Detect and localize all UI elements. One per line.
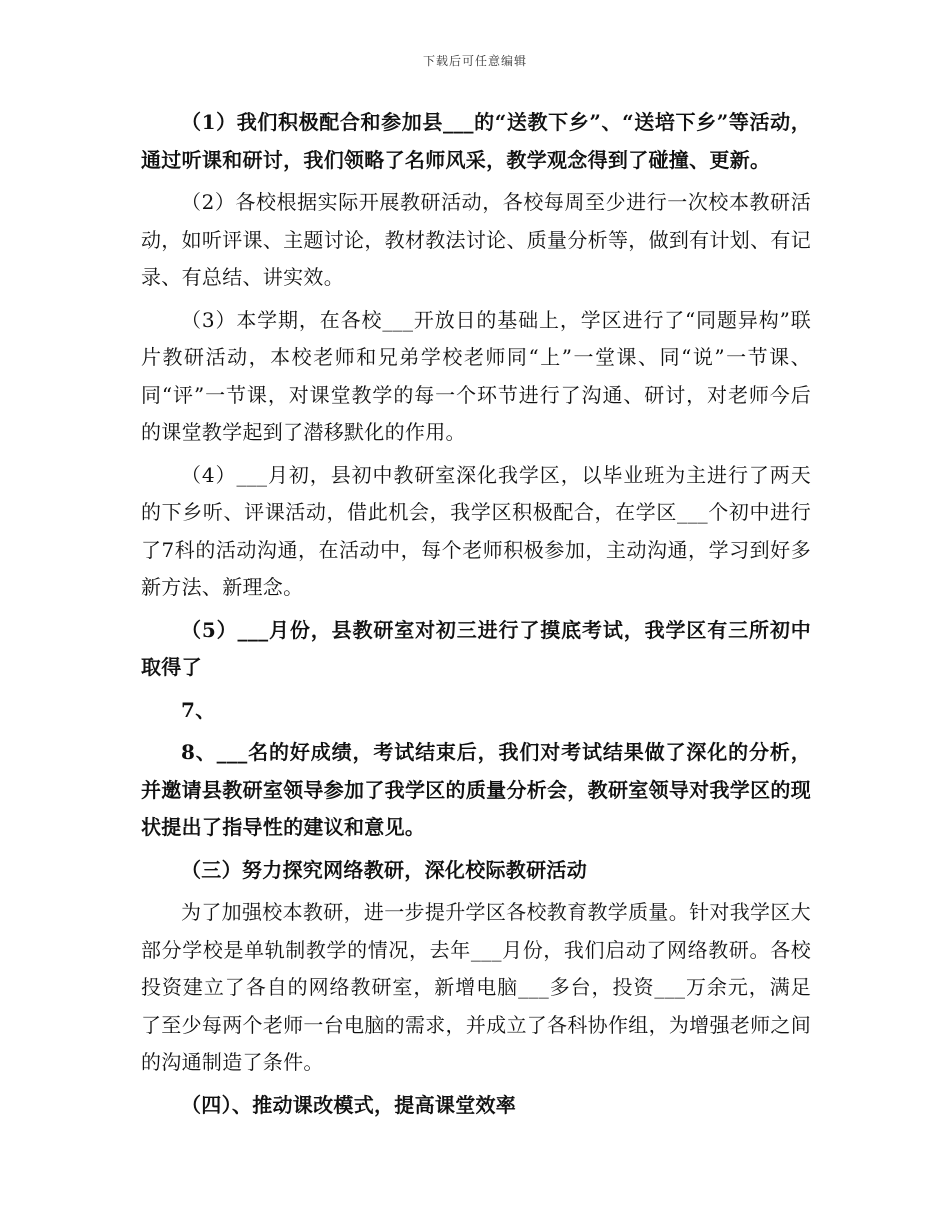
- paragraph-7: 8、___名的好成绩，考试结束后，我们对考试结果做了深化的分析，并邀请县教研室领导参加了我学区的质量分析会，教研室领导对我学区的现状提出了指导性的建议和意见。: [141, 740, 811, 839]
- page-header: 下载后可任意编辑: [422, 54, 527, 68]
- paragraph-2: （2）各校根据实际开展教研活动，各校每周至少进行一次校本教研活动，如听评课、主题讨论，教材教法讨论、质量分析等，做到有计划、有记录、有总结、讲实效。: [141, 190, 811, 289]
- paragraph-6: 7、: [181, 697, 216, 722]
- paragraph-9: 为了加强校本教研，进一步提升学区各校教育教学质量。针对我学区大部分学校是单轨制教学的情况，去年___月份，我们启动了网络教研。各校投资建立了各自的网络教研室，新增电脑___多台，投资___万余元，满足了至少每两个老师一台电脑的需求，并成立了各科协作组，为增强老师之间的沟通制造了条件。: [141, 900, 811, 1074]
- document-body: [141, 104, 811, 1124]
- paragraph-1: （1）我们积极配合和参加县___的“送教下乡”、“送培下乡”等活动，通过听课和研讨，我们领略了名师风采，教学观念得到了碰撞、更新。: [141, 110, 811, 172]
- paragraph-3: （3）本学期，在各校___开放日的基础上，学区进行了“同题异构”联片教研活动，本校老师和兄弟学校老师同“上”一堂课、同“说”一节课、同“评”一节课，对课堂教学的每一个环节进行了沟通、研讨，对老师今后的课堂教学起到了潜移默化的作用。: [141, 307, 811, 444]
- section-heading-4: （四）、推动课改模式，提高课堂效率: [181, 1092, 517, 1117]
- section-heading-3: （三）努力探究网络教研，深化校际教研活动: [181, 857, 587, 882]
- paragraph-4: （4）___月初，县初中教研室深化我学区，以毕业班为主进行了两天的下乡听、评课活动，借此机会，我学区积极配合，在学区___个初中进行了7科的活动沟通，在活动中，每个老师积极参加，主动沟通，学习到好多新方法、新理念。: [141, 462, 811, 599]
- paragraph-5: （5）___月份，县教研室对初三进行了摸底考试，我学区有三所初中取得了: [141, 617, 811, 679]
